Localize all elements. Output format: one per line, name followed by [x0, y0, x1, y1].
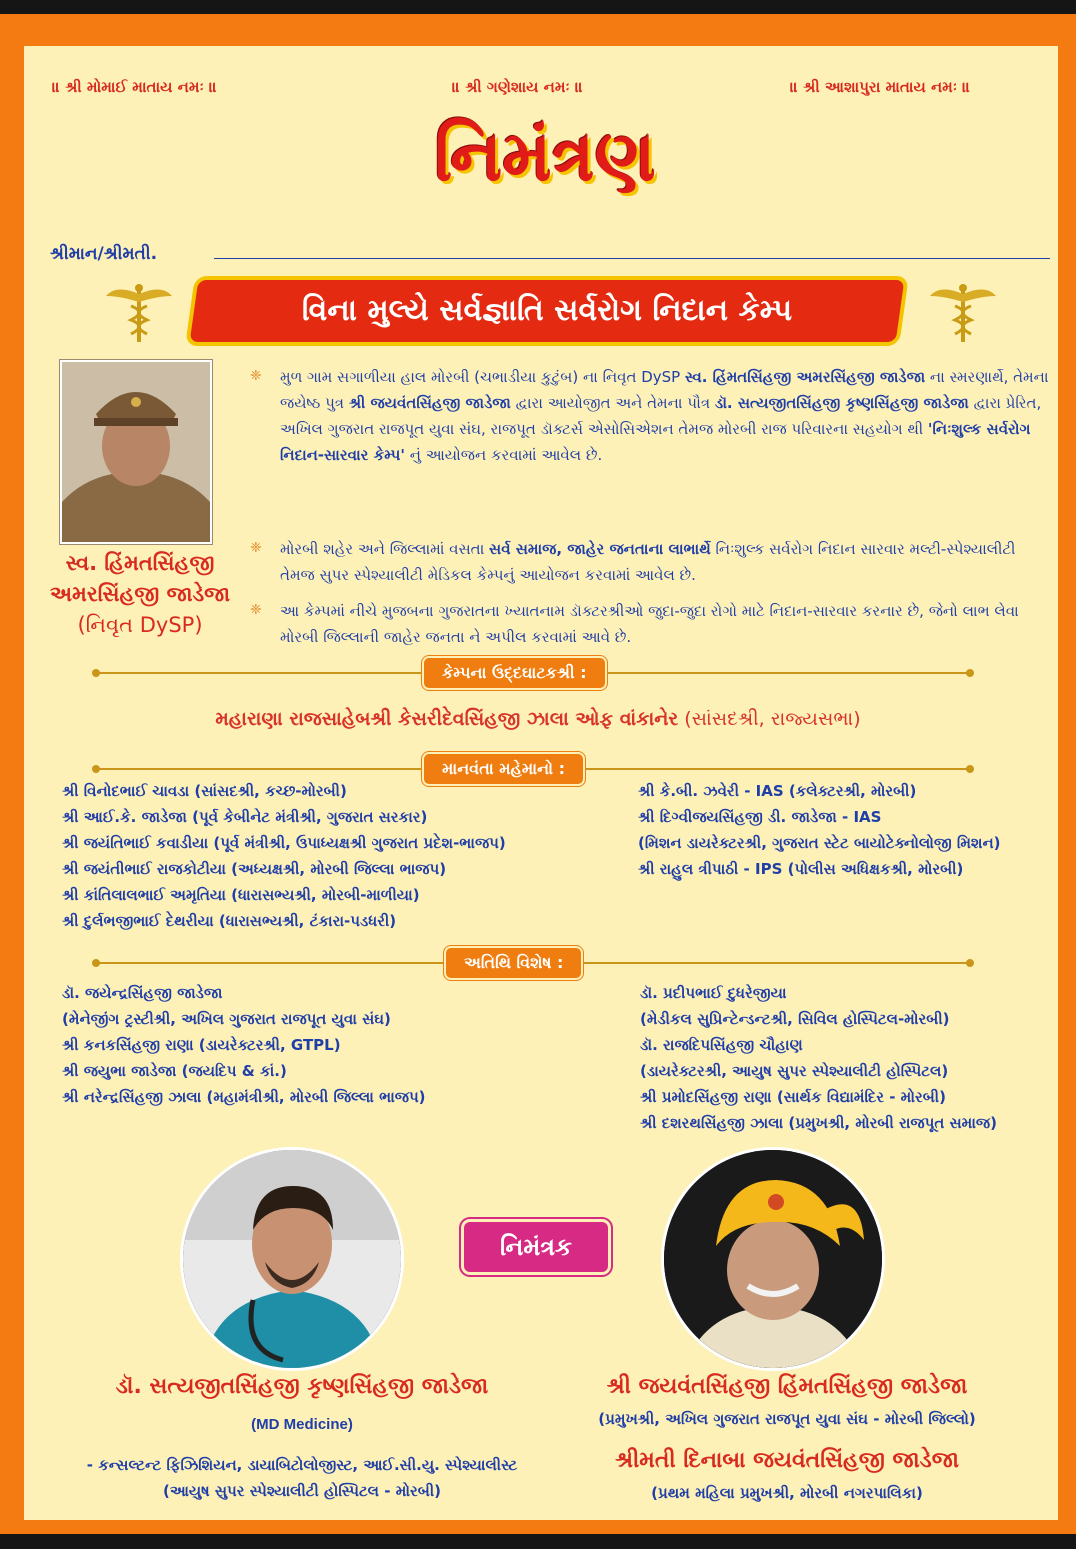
- list-item: ડૉ. જયેન્દ્રસિંહજી જાડેજા: [62, 984, 223, 1002]
- list-item: શ્રી આઈ.કે. જાડેજા (પૂર્વ કેબીનેટ મંત્રીશ્રી, ગુજરાત સરકાર): [62, 808, 428, 826]
- p1-text-i: નું આયોજન કરવામાં આવેલ છે.: [404, 446, 603, 464]
- host-right-role: (પ્રમુખશ્રી, અખિલ ગુજરાત રાજપૂત યુવા સંઘ - મોરબી જિલ્લો): [598, 1410, 976, 1428]
- p2-text-b: સર્વ સમાજ, જાહેર જનતાના લાભાર્થે: [489, 540, 711, 558]
- list-item: શ્રી દિગ્વીજયસિંહજી ડી. જાડેજા - IAS: [638, 808, 882, 826]
- list-item: શ્રી દુર્લભજીભાઈ દેથરીયા (ધારાસભ્યશ્રી, ટંકારા-પડધરી): [62, 912, 397, 930]
- portrait-title: (નિવૃત DySP): [77, 613, 203, 637]
- special-left-list: [62, 980, 426, 1110]
- bullet-icon: ❈: [250, 368, 262, 384]
- divider-dot: [92, 765, 100, 773]
- guests-right-list: [638, 778, 1001, 882]
- p1-text-e: દ્વારા આયોજીત અને તેમના પૌત્ર: [510, 394, 715, 412]
- inaugurator-role: (સાંસદશ્રી, રાજ્યસભા): [678, 708, 861, 730]
- portrait-name-line2: અમરસિંહજી જાડેજા: [49, 582, 231, 606]
- list-item: શ્રી નરેન્દ્રસિંહજી ઝાલા (મહામંત્રીશ્રી, મોરબી જિલ્લા ભાજપ): [62, 1088, 426, 1106]
- inaugurator: [0, 708, 1076, 730]
- list-item: (મેડીકલ સુપ્રિન્ટેન્ડન્ટશ્રી, સિવિલ હોસ્પિટલ-મોરબી): [640, 1010, 950, 1028]
- portrait-caption: [40, 548, 240, 641]
- list-item: શ્રી વિનોદભાઈ ચાવડા (સાંસદશ્રી, કચ્છ-મોરબી): [62, 782, 347, 800]
- bottom-bar: [0, 1534, 1076, 1549]
- list-item: શ્રી કે.બી. ઝવેરી - IAS (કલેક્ટરશ્રી, મોરબી): [638, 782, 917, 800]
- p1-text-a: મુળ ગામ સગાળીયા હાલ મોરબી (ચભાડીયા કુટુંબ) ના નિવૃત DySP: [280, 368, 685, 386]
- portrait-name-line1: સ્વ. હિંમતસિંહજી: [65, 551, 215, 575]
- p1-text-f: ડૉ. સત્યજીતસિંહજી કૃષ્ણસિંહજી જાડેજા: [714, 394, 969, 412]
- portrait-photo: [60, 360, 212, 544]
- p1-text-g: દ્વારા પ્રેરિત, અખિલ ગુજરાત રાજપૂત યુવા સંઘ, રાજપૂત ડૉક્ટર્સ એસોસિએશન તેમજ મોરબી રાજ પરિવારના સહયોગ થી: [280, 394, 1042, 438]
- host-left-degree: (MD Medicine): [251, 1416, 353, 1433]
- list-item: શ્રી કનકસિંહજી રાણા (ડાયરેક્ટરશ્રી, GTPL): [62, 1036, 341, 1054]
- p2-text-a: મોરબી શહેર અને જિલ્લામાં વસતા: [280, 540, 490, 558]
- host-badge: નિમંત્રક: [464, 1222, 608, 1272]
- special-right-list: [640, 980, 997, 1136]
- p1-text-b: સ્વ. હિંમતસિંહજી અમરસિંહજી જાડેજા: [684, 368, 926, 386]
- divider-dot: [966, 959, 974, 967]
- caduceus-left-icon: [104, 282, 174, 344]
- list-item: ડૉ. પ્રદીપભાઈ દુધરેજીયા: [640, 984, 787, 1002]
- host-left-photo: [183, 1150, 401, 1368]
- divider-dot: [92, 959, 100, 967]
- host-right-name: શ્રી જયવંતસિંહજી હિંમતસિંહજી જાડેજા: [606, 1374, 968, 1399]
- blessing-left: ॥ શ્રી મોમાઈ માતાય નમઃ ॥: [52, 78, 217, 96]
- salutation-line: [214, 258, 1050, 259]
- page-title: નિમંત્રણ: [434, 114, 656, 197]
- bullet-icon: ❈: [250, 540, 262, 556]
- host-right-name2: શ્રીમતી દિનાબા જયવંતસિંહજી જાડેજા: [615, 1448, 959, 1473]
- caduceus-right-icon: [928, 282, 998, 344]
- blessing-center: ॥ શ્રી ગણેશાય નમઃ ॥: [452, 78, 583, 96]
- host-right-role2: (પ્રથમ મહિલા પ્રમુખશ્રી, મોરબી નગરપાલિકા): [651, 1484, 923, 1502]
- list-item: શ્રી રાહુલ ત્રીપાઠી - IPS (પોલીસ અધિક્ષકશ્રી, મોરબી): [638, 860, 964, 878]
- p1-text-d: શ્રી જયવંતસિંહજી જાડેજા: [348, 394, 511, 412]
- list-item: (ડાયરેક્ટરશ્રી, આયુષ સુપર સ્પેશ્યાલીટી હોસ્પિટલ): [640, 1062, 949, 1080]
- p2-text-c: નિઃશુલ્ક સર્વરોગ નિદાન સારવાર મલ્ટી-સ્પેશ્યાલીટી તેમજ સુપર સ્પેશ્યાલીટી મેડિકલ કેમ્પનું આયોજન કરવામાં આવેલ છે.: [280, 540, 1016, 584]
- list-item: ડૉ. રાજદિપસિંહજી ચૌહાણ: [640, 1036, 803, 1054]
- list-item: શ્રી દશરથસિંહજી ઝાલા (પ્રમુખશ્રી, મોરબી રાજપૂત સમાજ): [640, 1114, 997, 1132]
- special-heading: અતિથિ વિશેષ :: [446, 948, 581, 978]
- inaugurator-name: મહારાણા રાજસાહેબશ્રી કેસરીદેવસિંહજી ઝાલા ઓફ વાંકાનેર: [215, 708, 679, 730]
- top-bar: [0, 0, 1076, 14]
- list-item: (મેનેજીંગ ટ્રસ્ટીશ્રી, અખિલ ગુજરાત રાજપૂત યુવા સંઘ): [62, 1010, 391, 1028]
- inauguration-heading: કેમ્પના ઉદ્દઘાટકશ્રી :: [424, 658, 605, 688]
- intro-paragraph-2: [280, 536, 1052, 588]
- list-item: શ્રી કાંતિલાલભાઈ અમૃતિયા (ધારાસભ્યશ્રી, મોરબી-માળીયા): [62, 886, 420, 904]
- p1-text-c: ના સ્મરણાર્થે, તેમના જયેષ્ઠ પુત્ર: [280, 368, 1049, 412]
- guests-heading: માનવંતા મહેમાનો :: [424, 754, 583, 784]
- p1-text-h: 'નિઃશુલ્ક સર્વરોગ નિદાન-સારવાર કેમ્પ': [280, 420, 1031, 464]
- host-left-role: - કન્સલ્ટન્ટ ફિઝિશિયન, ડાયાબિટોલોજીસ્ટ, આઈ.સી.યુ. સ્પેશ્યાલીસ્ટ: [86, 1456, 518, 1474]
- list-item: શ્રી જયુભા જાડેજા (જયદિપ & કાં.): [62, 1062, 287, 1080]
- divider-dot: [966, 765, 974, 773]
- intro-paragraph-1: [280, 364, 1052, 468]
- intro-paragraph-3: આ કેમ્પમાં નીચે મુજબના ગુજરાતના ખ્યાતનામ ડૉક્ટરશ્રીઓ જુદા-જુદા રોગો માટે નિદાન-સારવાર કરનાર છે, જેનો લાભ લેવા મોરબી જિલ્લાની જાહેર જનતા ને અપીલ કરવામાં આવે છે.: [280, 602, 1019, 646]
- guests-left-list: [62, 778, 506, 934]
- divider-dot: [92, 669, 100, 677]
- list-item: શ્રી જયંતીભાઈ રાજકોટીયા (અધ્યક્ષશ્રી, મોરબી જિલ્લા ભાજપ): [62, 860, 447, 878]
- list-item: (મિશન ડાયરેક્ટરશ્રી, ગુજરાત સ્ટેટ બાયોટેક્નોલોજી મિશન): [638, 834, 1001, 852]
- divider-dot: [966, 669, 974, 677]
- host-left-hospital: (આયુષ સુપર સ્પેશ્યાલીટી હોસ્પિટલ - મોરબી): [163, 1482, 441, 1500]
- salutation: શ્રીમાન/શ્રીમતી.: [50, 244, 158, 264]
- host-left-name: ડૉ. સત્યજીતસિંહજી કૃષ્ણસિંહજી જાડેજા: [115, 1374, 489, 1399]
- bullet-icon: ❈: [250, 602, 262, 618]
- banner-title: વિના મુલ્યે સર્વજ્ઞાતિ સર્વરોગ નિદાન કેમ્પ: [301, 293, 793, 328]
- list-item: શ્રી જયંતિભાઈ કવાડીયા (પૂર્વ મંત્રીશ્રી, ઉપાધ્યક્ષશ્રી ગુજરાત પ્રદેશ-ભાજપ): [62, 834, 506, 852]
- host-right-photo: [664, 1150, 882, 1368]
- list-item: શ્રી પ્રમોદસિંહજી રાણા (સાર્થક વિદ્યામંદિર - મોરબી): [640, 1088, 946, 1106]
- blessing-right: ॥ શ્રી આશાપુરા માતાય નમઃ ॥: [790, 78, 971, 96]
